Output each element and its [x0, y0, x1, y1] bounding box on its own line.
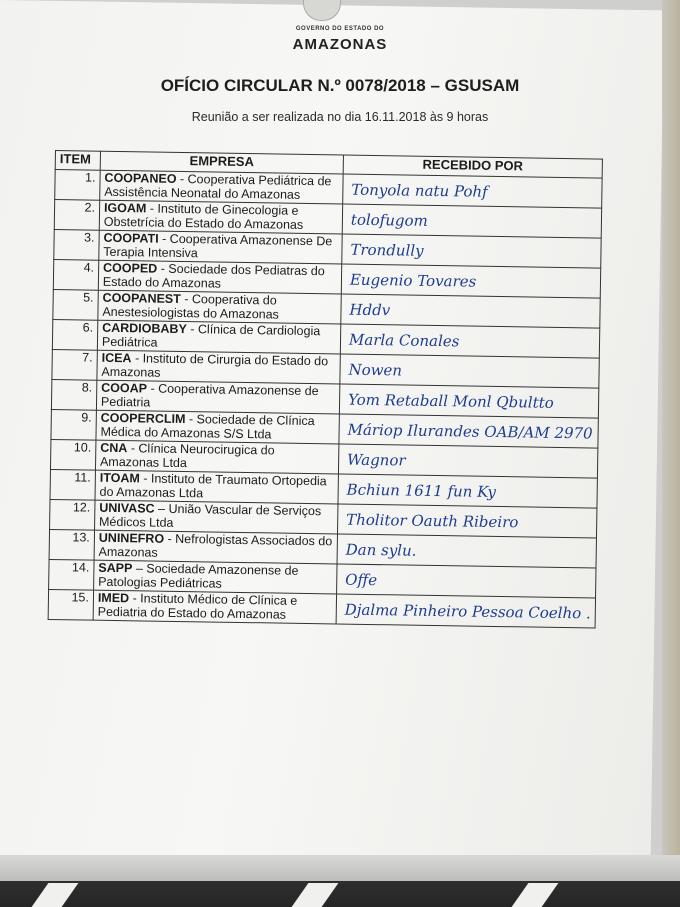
handwritten-signature: tolofugom [350, 210, 428, 230]
empresa-acronym: UNIVASC [99, 500, 155, 516]
handwritten-signature: Hddv [349, 300, 391, 320]
empresa-acronym: IMED [97, 590, 130, 606]
handwritten-signature: Eugenio Tovares [349, 270, 477, 291]
item-number: 6. [52, 319, 97, 350]
empresa-cell [93, 590, 336, 624]
col-recebido-header: RECEBIDO POR [343, 155, 602, 178]
document-title: OFÍCIO CIRCULAR N.º 0078/2018 – GSUSAM [160, 76, 520, 95]
item-number: 7. [52, 349, 97, 380]
empresa-cell [96, 410, 339, 444]
document-subtitle: Reunião a ser realizada no dia 16.11.2018 às 9 horas [191, 110, 489, 124]
empresa-acronym: ICEA [101, 350, 132, 366]
item-number: 15. [48, 589, 93, 620]
empresa-cell [94, 530, 337, 564]
empresa-acronym: COOPED [102, 260, 158, 276]
empresa-description: - Clínica Neurocirugica do Amazonas Ltda [99, 441, 275, 471]
col-empresa-header: EMPRESA [100, 151, 343, 174]
signature-cell [336, 564, 596, 598]
handwritten-signature: Máriop Ilurandes OAB/AM 2970 [347, 420, 593, 443]
handwritten-signature: Tonyola natu Pohf [351, 180, 488, 201]
col-item-header: ITEM [55, 151, 100, 171]
signature-cell [342, 204, 602, 238]
empresa-acronym: ITOAM [99, 470, 140, 486]
empresa-cell [96, 380, 339, 414]
handwritten-signature: Nowen [348, 360, 403, 380]
empresa-cell [99, 200, 342, 234]
item-number: 4. [53, 259, 98, 290]
item-number: 3. [54, 229, 99, 260]
empresa-description: - Instituto Médico de Clínica e Pediatria do Estado do Amazonas [97, 591, 298, 622]
empresa-description: - Nefrologistas Associados do Amazonas [98, 531, 333, 560]
handwritten-signature: Offe [345, 570, 378, 590]
empresa-description: – União Vascular de Serviços Médicos Ltda [98, 501, 322, 530]
empresa-acronym: COOPATI [103, 230, 159, 246]
signature-cell [341, 264, 601, 298]
handwritten-signature: Djalma Pinheiro Pessoa Coelho . [344, 600, 591, 623]
signature-cell [342, 234, 602, 268]
handwritten-signature: Yom Retaball Monl Qbultto [347, 390, 554, 412]
empresa-cell [94, 560, 337, 594]
item-number: 2. [54, 200, 99, 231]
item-number: 13. [49, 529, 94, 560]
handwritten-signature: Tholitor Oauth Ribeiro [346, 510, 519, 532]
signature-cell [339, 384, 599, 418]
signature-cell [338, 474, 598, 508]
handwritten-signature: Marla Conales [348, 330, 460, 351]
empresa-description: - Instituto de Cirurgia do Estado do Amazonas [101, 351, 329, 380]
item-number: 14. [49, 559, 94, 590]
empresa-acronym: CNA [100, 440, 128, 456]
signature-cell [339, 414, 599, 448]
signature-cell [336, 594, 596, 628]
empresa-description: - Clínica de Cardiologia Pediátrica [101, 322, 321, 350]
desk-stripe [292, 883, 339, 907]
empresa-description: - Cooperativa Pediátrica de Assistência Neonatal do Amazonas [104, 171, 332, 202]
empresa-cell [97, 350, 340, 384]
signature-cell [341, 294, 601, 328]
empresa-cell [100, 170, 343, 204]
desk-stripe [512, 883, 559, 907]
handwritten-signature: Trondully [350, 240, 424, 260]
empresa-description: - Sociedade dos Pediatras do Estado do Amazonas [102, 261, 325, 291]
empresa-cell [97, 320, 340, 354]
empresa-acronym: CARDIOBABY [102, 320, 187, 337]
empresa-acronym: COOPERCLIM [100, 410, 186, 427]
empresa-cell [98, 290, 341, 324]
government-label: GOVERNO DO ESTADO DO [295, 26, 385, 32]
desk-edge [662, 0, 680, 907]
desk-bottom [0, 855, 680, 907]
empresa-description: - Cooperativa Amazonense De Terapia Intensiva [103, 231, 333, 261]
item-number: 11. [50, 469, 95, 500]
empresa-cell [98, 260, 341, 294]
empresa-cell [99, 230, 342, 264]
empresa-acronym: COOPANEO [104, 170, 177, 186]
item-number: 1. [55, 170, 100, 201]
signature-cell [340, 324, 600, 358]
item-number: 10. [50, 439, 95, 470]
empresa-description: - Cooperativa do Anestesiologistas do Amazonas [102, 291, 279, 322]
item-number: 5. [53, 289, 98, 320]
empresa-description: – Sociedade Amazonense de Patologias Pediátricas [98, 561, 299, 591]
empresa-description: - Instituto de Traumato Ortopedia do Amazonas Ltda [99, 471, 327, 501]
signature-cell [340, 354, 600, 388]
signature-cell [343, 174, 603, 208]
empresa-cell [95, 470, 338, 504]
item-number: 9. [51, 409, 96, 440]
empresa-acronym: IGOAM [103, 200, 147, 216]
handwritten-signature: Bchiun 1611 fun Ky [346, 480, 497, 501]
handwritten-signature: Dan sylu. [345, 540, 417, 560]
empresa-acronym: UNINEFRO [98, 530, 165, 546]
empresa-description: - Instituto de Ginecologia e Obstetrícia do Estado do Amazonas [103, 201, 304, 232]
empresa-cell [95, 440, 338, 474]
handwritten-signature: Wagnor [346, 450, 406, 470]
empresa-acronym: COOAP [101, 380, 148, 396]
signature-cell [337, 504, 597, 538]
attendance-table [48, 150, 603, 629]
desk-stripe [32, 883, 79, 907]
empresa-acronym: COOPANEST [102, 290, 181, 306]
empresa-cell [94, 500, 337, 534]
signature-cell [338, 444, 598, 478]
state-name: AMAZONAS [292, 36, 388, 53]
signature-cell [337, 534, 597, 568]
item-number: 12. [50, 499, 95, 530]
item-number: 8. [51, 379, 96, 410]
empresa-acronym: SAPP [98, 560, 133, 576]
empresa-description: - Sociedade de Clínica Médica do Amazonas S/S Ltda [100, 412, 315, 442]
empresa-description: - Cooperativa Amazonense de Pediatria [100, 381, 319, 410]
